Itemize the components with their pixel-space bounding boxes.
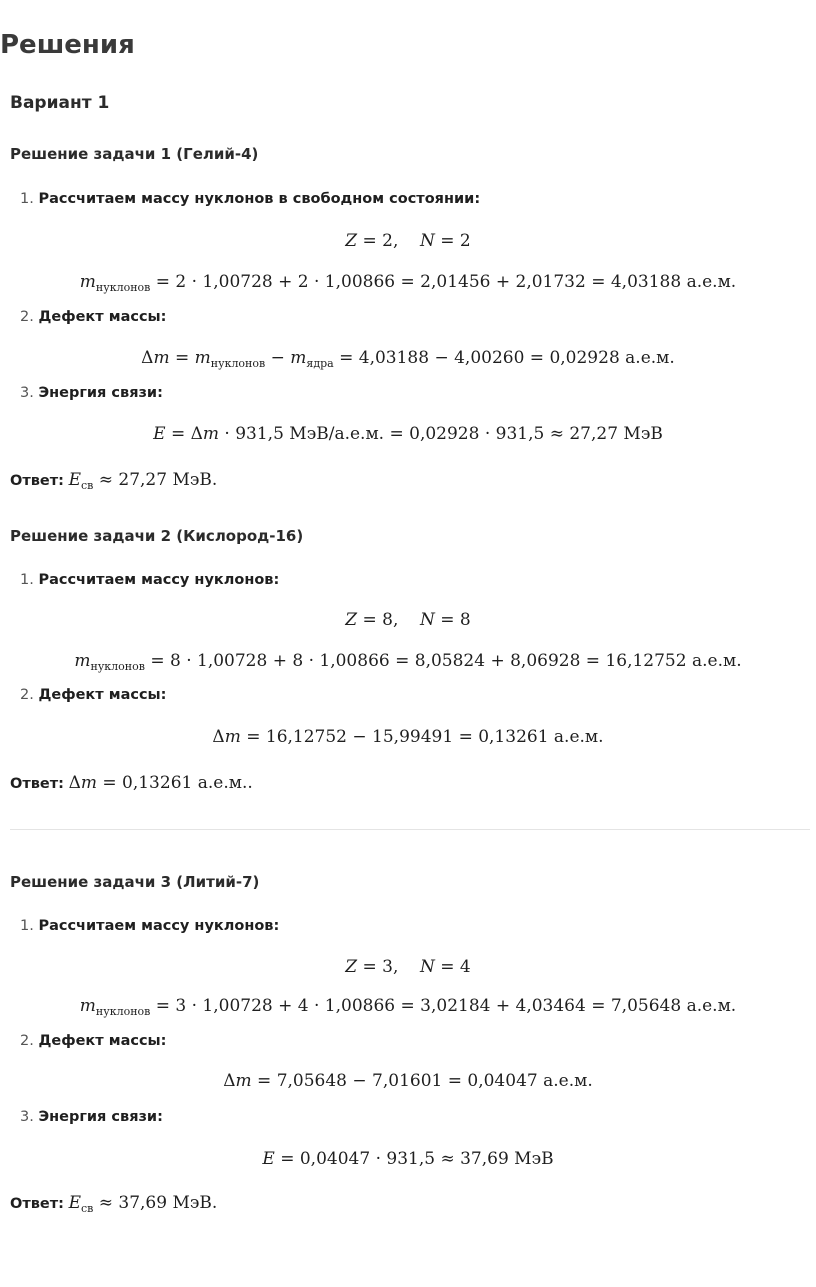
problem-1-eq-zn: Z = 2, N = 2 [345,231,471,251]
problem-3-step-3 [20,1109,163,1125]
problem-2-answer: Ответ: Δm = 0,13261 а.е.м.. [10,773,253,793]
problem-3-step-1 [20,918,279,934]
problem-2-eq-mass: $m_{нуклонов} = 8 \cdot 1,00728 + 8 \cdot 1,00866 = 8,05824 + 8,06928 = 16,12752$ а.е.м. [74,651,742,673]
step-label: Дефект массы: [38,1033,167,1049]
step-label: Рассчитаем массу нуклонов: [38,572,280,588]
step-number: 1. [20,572,34,588]
problem-1-step-3 [20,385,163,401]
step-label: Рассчитаем массу нуклонов: [38,918,280,934]
problem-1-eq-mass: $m_{нуклонов} = 2 \cdot 1,00728 + 2 \cdot 1,00866 = 2,01456 + 2,01732 = 4,03188$ а.е.м. [79,272,737,294]
problem-1-step-2 [20,309,166,325]
problem-1-eq-energy: E = Δm · 931,5 МэВ/а.е.м. = 0,02928 · 931,5 ≈ 27,27 МэВ [153,424,663,444]
step-number: 3. [20,1109,34,1125]
problem-2-eq-zn: Z = 8, N = 8 [345,610,471,630]
problem-1-eq-defect: $\Delta m = m_{нуклонов} - m_{ядра} = 4,03188 - 4,00260 = 0,02928$ а.е.м. [141,348,675,370]
section-divider [10,829,810,830]
problem-2-eq-defect: Δm = 16,12752 − 15,99491 = 0,13261 а.е.м. [212,727,604,747]
problem-3-answer: Ответ: $E_{св} \approx 37,69$ МэВ. [10,1193,218,1215]
step-label: Рассчитаем массу нуклонов в свободном состоянии: [38,191,481,207]
problem-1-step-1 [20,191,480,207]
step-label: Энергия связи: [38,385,163,401]
step-label: Дефект массы: [38,687,167,703]
step-number: 3. [20,385,34,401]
variant-heading: Вариант 1 [10,93,110,113]
problem-3-eq-defect: Δm = 7,05648 − 7,01601 = 0,04047 а.е.м. [223,1071,593,1091]
step-number: 2. [20,687,34,703]
problem-1-answer: Ответ: $E_{св} \approx 27,27$ МэВ. [10,470,218,492]
step-label: Дефект массы: [38,309,167,325]
problem-2-step-1 [20,572,279,588]
step-label: Энергия связи: [38,1109,163,1125]
step-number: 2. [20,309,34,325]
problem-3-heading: Решение задачи 3 (Литий-7) [10,873,260,891]
step-number: 1. [20,918,34,934]
problem-2-step-2 [20,687,166,703]
problem-3-eq-mass: $m_{нуклонов} = 3 \cdot 1,00728 + 4 \cdot 1,00866 = 3,02184 + 4,03464 = 7,05648$ а.е.м. [79,996,737,1018]
step-number: 2. [20,1033,34,1049]
problem-3-step-2 [20,1033,166,1049]
problem-3-eq-energy: E = 0,04047 · 931,5 ≈ 37,69 МэВ [262,1149,554,1169]
step-number: 1. [20,191,34,207]
problem-1-heading: Решение задачи 1 (Гелий-4) [10,145,259,163]
problem-2-heading: Решение задачи 2 (Кислород-16) [10,527,304,545]
problem-3-eq-zn: Z = 3, N = 4 [345,957,471,977]
page-title: Решения [0,30,135,60]
